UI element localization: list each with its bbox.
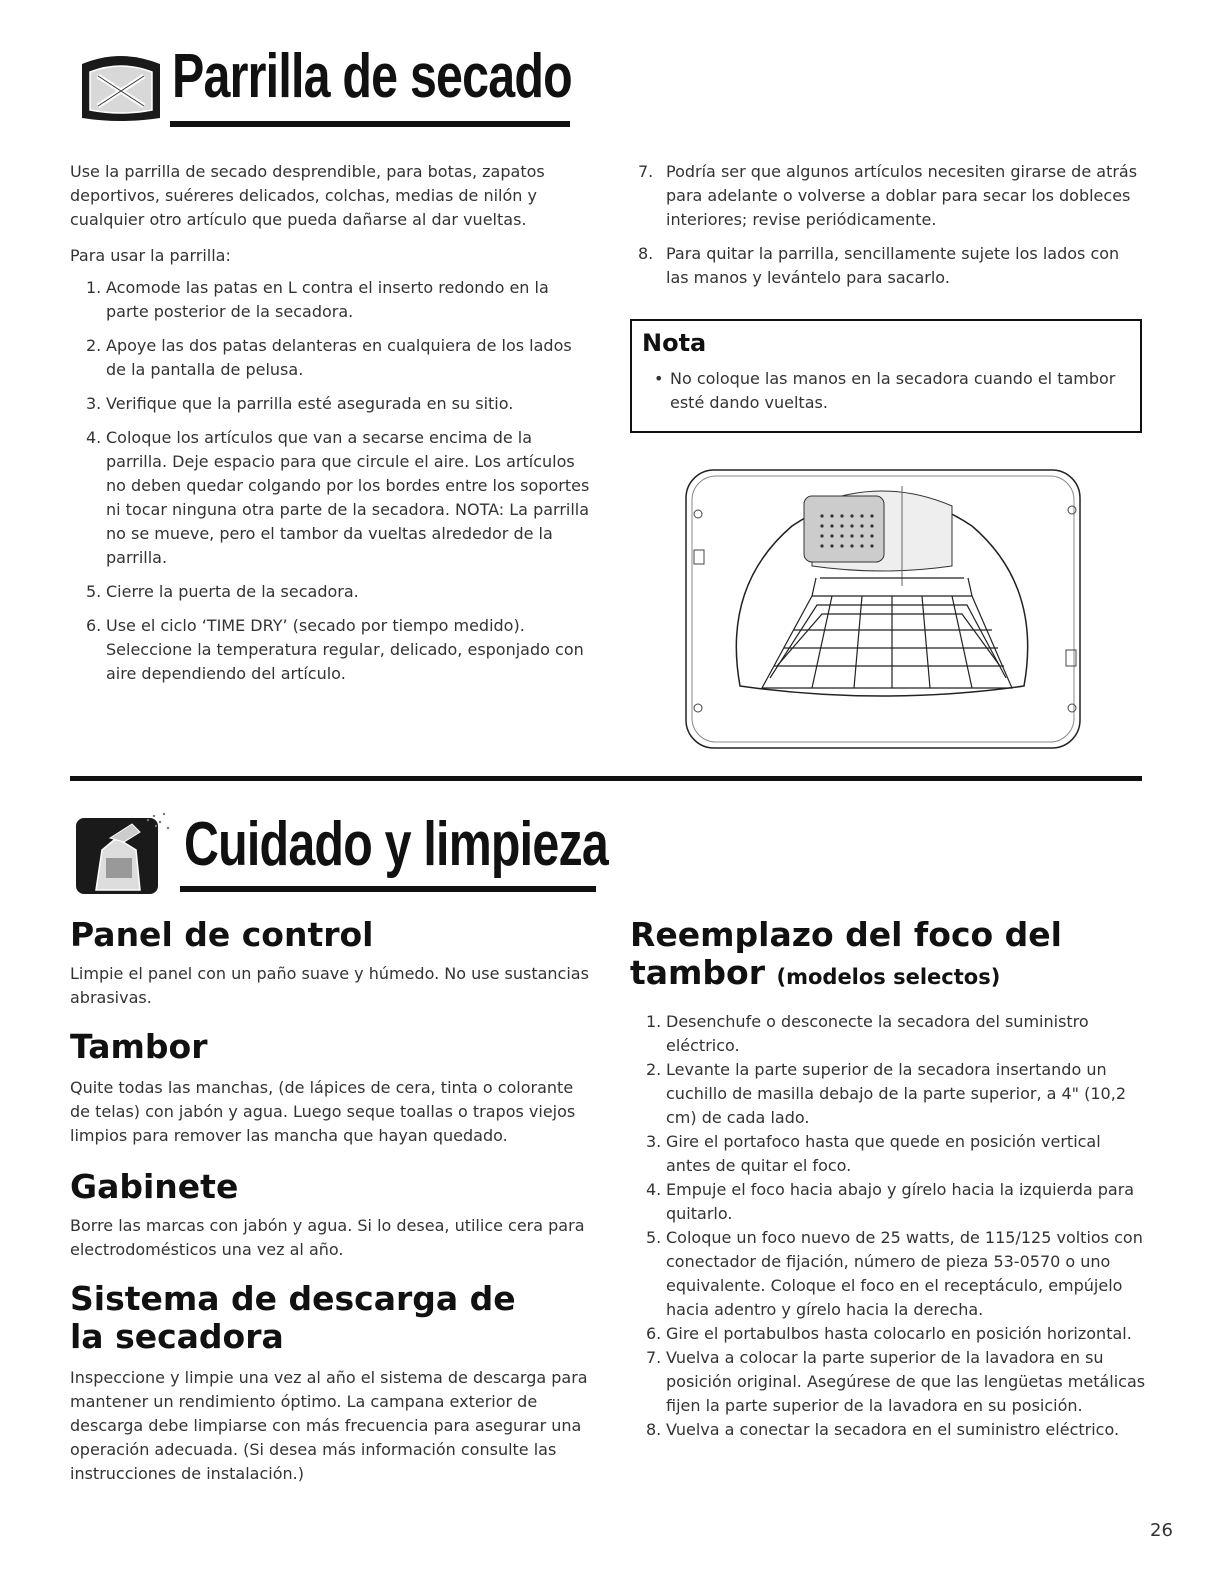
tambor-paragraph: Quite todas las manchas, (de lápices de cera, tinta o colorante de telas) con jabón y agua. Luego seque toallas o trapos viejos limpios para remover las mancha que hayan quedado. bbox=[70, 1078, 576, 1145]
heading-reemplazo-sub: (modelos selectos) bbox=[776, 965, 1001, 989]
note-title: Nota bbox=[642, 329, 707, 357]
intro-paragraph: Use la parrilla de secado desprendible, para botas, zapatos deportivos, suéreres delicados, colchas, medias de nilón y cualquier otro artículo que pueda dañarse al dar vueltas. bbox=[70, 162, 545, 229]
list-item: 1. Acomode las patas en L contra el inserto redondo en la parte posterior de la secadora. bbox=[86, 278, 549, 321]
steps-list-right bbox=[632, 160, 1146, 290]
heading-sistema: Sistema de descarga de la secadora bbox=[70, 1279, 516, 1356]
drying-rack-icon bbox=[74, 46, 168, 126]
heading-reemplazo: Reemplazo del foco del tambor (modelos selectos) bbox=[630, 915, 1062, 992]
list-item: 3. Verifique que la parrilla esté asegurada en su sitio. bbox=[86, 394, 514, 413]
list-item: 8. Para quitar la parrilla, sencillamente sujete los lados con las manos y levántelo para sacarlo. bbox=[638, 244, 1120, 287]
steps-list-left bbox=[70, 276, 590, 686]
panel-paragraph: Limpie el panel con un paño suave y húmedo. No use sustancias abrasivas. bbox=[70, 964, 589, 1007]
list-item: 4. Empuje el foco hacia abajo y gírelo hacia la izquierda para quitarlo. bbox=[646, 1180, 1135, 1223]
care-left-column bbox=[70, 916, 590, 1486]
list-item: 6. Gire el portabulbos hasta colocarlo en posición horizontal. bbox=[646, 1324, 1132, 1343]
list-item: 7. Vuelva a colocar la parte superior de la lavadora en su posición original. Asegúrese de que las lengüetas metálicas fijen la parte superior de la lavadora en su posición. bbox=[646, 1348, 1146, 1415]
list-item: 5. Cierre la puerta de la secadora. bbox=[86, 582, 359, 601]
list-item: 2. Apoye las dos patas delanteras en cualquiera de los lados de la pantalla de pelusa. bbox=[86, 336, 572, 379]
care-right-column bbox=[630, 916, 1146, 1442]
dryer-rack-illustration bbox=[682, 466, 1084, 752]
title-underline bbox=[180, 886, 596, 892]
heading-gabinete: Gabinete bbox=[70, 1167, 239, 1206]
sistema-paragraph: Inspeccione y limpie una vez al año el sistema de descarga para mantener un rendimiento óptimo. La campana exterior de descarga debe limpiarse con más frecuencia para asegurar una operación adecuada. (Si desea más información consulte las instrucciones de instalación.) bbox=[70, 1368, 588, 1483]
list-item: 3. Gire el portafoco hasta que quede en posición vertical antes de quitar el foco. bbox=[646, 1132, 1101, 1175]
spray-bottle-icon bbox=[74, 810, 172, 896]
section-title-parrilla: Parrilla de secado bbox=[172, 42, 572, 111]
list-item: 6. Use el ciclo ‘TIME DRY’ (secado por tiempo medido). Seleccione la temperatura regular, delicado, esponjado con aire dependiendo del artículo. bbox=[86, 616, 584, 683]
heading-panel: Panel de control bbox=[70, 915, 374, 954]
list-item: 8. Vuelva a conectar la secadora en el suministro eléctrico. bbox=[646, 1420, 1120, 1439]
list-item: 4. Coloque los artículos que van a secarse encima de la parrilla. Deje espacio para que circule el aire. Los artículos no deben quedar colgando por los bordes entre los soportes ni tocar ninguna otra parte de la secadora. NOTA: La parrilla no se mueve, pero el tambor da vueltas alrededor de la parrilla. bbox=[86, 428, 590, 567]
title-underline bbox=[170, 121, 570, 127]
bulb-steps-list bbox=[630, 1010, 1146, 1442]
bullet-icon: • bbox=[654, 369, 664, 388]
note-item: • No coloque las manos en la secadora cuando el tambor esté dando vueltas. bbox=[654, 369, 1116, 412]
lead-paragraph: Para usar la parrilla: bbox=[70, 246, 231, 265]
list-item: 5. Coloque un foco nuevo de 25 watts, de 115/125 voltios con conectador de fijación, número de pieza 53-0570 o uno equivalente. Coloque el foco en el receptáculo, empújelo hacia adentro y gírelo hacia la derecha. bbox=[646, 1228, 1143, 1319]
parrilla-right-column bbox=[632, 160, 1146, 300]
heading-tambor: Tambor bbox=[70, 1027, 208, 1066]
gabinete-paragraph: Borre las marcas con jabón y agua. Si lo desea, utilice cera para electrodomésticos una vez al año. bbox=[70, 1216, 585, 1259]
list-item: 1. Desenchufe o desconecte la secadora del suministro eléctrico. bbox=[646, 1012, 1089, 1055]
section-divider bbox=[70, 776, 1142, 781]
parrilla-left-column bbox=[70, 160, 590, 696]
page-number: 26 bbox=[1150, 1520, 1173, 1541]
list-item: 7. Podría ser que algunos artículos necesiten girarse de atrás para adelante o volverse a doblar para secar los dobleces interiores; revise periódicamente. bbox=[638, 162, 1138, 229]
list-item: 2. Levante la parte superior de la secadora insertando un cuchillo de masilla debajo de la parte superior, a 4" (10,2 cm) de cada lado. bbox=[646, 1060, 1126, 1127]
section-title-cuidado: Cuidado y limpieza bbox=[184, 810, 608, 879]
note-box bbox=[630, 319, 1142, 433]
